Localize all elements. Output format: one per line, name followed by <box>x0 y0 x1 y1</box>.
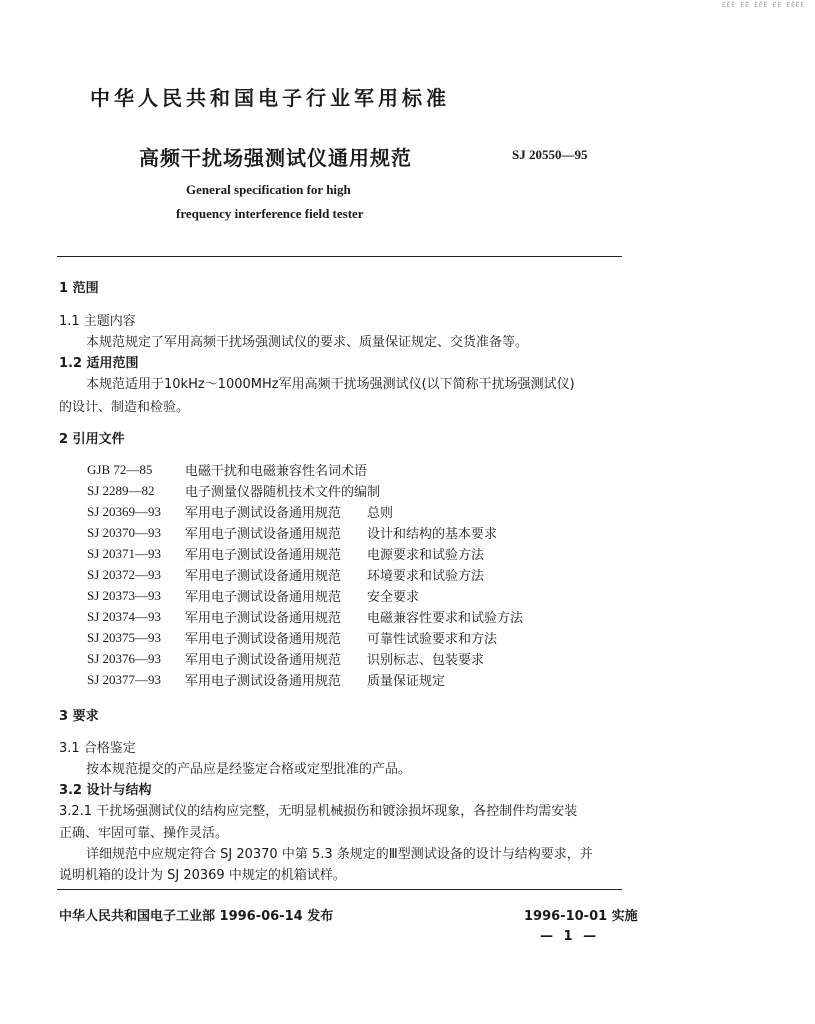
reference-subtitle: 环境要求和试验方法 <box>367 569 485 584</box>
section-3-2-1-line-3: 详细规范中应规定符合 SJ 20370 中第 5.3 条规定的Ⅲ型测试设备的设计与结构要求，并 <box>86 847 593 862</box>
reference-subtitle: 安全要求 <box>367 590 420 605</box>
section-1-heading: 1 范围 <box>59 281 99 296</box>
reference-title: 军用电子测试设备通用规范 <box>185 527 342 542</box>
reference-title: 军用电子测试设备通用规范 <box>185 506 342 521</box>
section-2-heading: 2 引用文件 <box>59 432 125 447</box>
reference-code: SJ 20375—93 <box>87 629 162 645</box>
section-3-2-1-line-2: 正确、牢固可靠、操作灵活。 <box>59 826 229 841</box>
reference-subtitle: 质量保证规定 <box>367 674 446 689</box>
reference-subtitle: 设计和结构的基本要求 <box>367 527 498 542</box>
effective-date: 1996-10-01 实施 <box>524 909 638 924</box>
reference-row <box>87 669 523 690</box>
reference-row <box>87 627 523 648</box>
reference-row <box>87 564 523 585</box>
reference-title: 军用电子测试设备通用规范 <box>185 653 342 668</box>
english-title-line-2: frequency interference field tester <box>176 206 364 221</box>
section-3-2-1-line-1: 3.2.1 干扰场强测试仪的结构应完整，无明显机械损伤和镀涂损坏现象，各控制件均需安装 <box>59 804 578 819</box>
reference-title: 电子测量仪器随机技术文件的编制 <box>185 485 381 500</box>
header-divider <box>57 256 622 257</box>
reference-row <box>87 648 523 669</box>
reference-title: 军用电子测试设备通用规范 <box>185 569 342 584</box>
reference-title: 军用电子测试设备通用规范 <box>185 611 342 626</box>
section-3-1-heading: 3.1 合格鉴定 <box>59 741 136 756</box>
reference-code: SJ 20372—93 <box>87 566 162 582</box>
reference-title: 电磁干扰和电磁兼容性名词术语 <box>185 464 368 479</box>
english-title-line-1: General specification for high <box>186 182 351 197</box>
section-1-2-body-line-1: 本规范适用于10kHz～1000MHz军用高频干扰场强测试仪(以下简称干扰场强测试仪) <box>86 377 575 392</box>
reference-code: SJ 20373—93 <box>87 587 162 603</box>
reference-title: 军用电子测试设备通用规范 <box>185 674 342 689</box>
reference-subtitle: 电源要求和试验方法 <box>367 548 485 563</box>
reference-code: GJB 72—85 <box>87 461 153 477</box>
section-3-1-body: 按本规范提交的产品应是经鉴定合格或定型批准的产品。 <box>86 762 412 777</box>
reference-code: SJ 20371—93 <box>87 545 162 561</box>
reference-title: 军用电子测试设备通用规范 <box>185 548 342 563</box>
reference-code: SJ 20374—93 <box>87 608 162 624</box>
standard-organization: 中华人民共和国电子行业军用标准 <box>90 86 450 110</box>
footer-divider <box>57 889 622 890</box>
reference-subtitle: 可靠性试验要求和方法 <box>367 632 498 647</box>
section-3-2-1-line-4: 说明机箱的设计为 SJ 20369 中规定的机箱试样。 <box>59 868 346 883</box>
reference-row <box>87 522 523 543</box>
page-number: — 1 — <box>540 929 600 944</box>
reference-subtitle: 总则 <box>367 506 394 521</box>
reference-list <box>87 459 523 690</box>
section-1-2-heading: 1.2 适用范围 <box>59 356 139 371</box>
reference-row <box>87 543 523 564</box>
section-1-2-body-line-2: 的设计、制造和检验。 <box>59 400 190 415</box>
reference-title: 军用电子测试设备通用规范 <box>185 590 342 605</box>
document-code: SJ 20550—95 <box>512 147 588 162</box>
reference-row <box>87 606 523 627</box>
reference-code: SJ 2289—82 <box>87 482 155 498</box>
section-3-heading: 3 要求 <box>59 709 99 724</box>
reference-row <box>87 585 523 606</box>
reference-code: SJ 20376—93 <box>87 650 162 666</box>
reference-subtitle: 电磁兼容性要求和试验方法 <box>367 611 524 626</box>
reference-row <box>87 480 523 501</box>
section-3-2-heading: 3.2 设计与结构 <box>59 783 152 798</box>
document-title: 高频干扰场强测试仪通用规范 <box>139 146 412 170</box>
reference-code: SJ 20377—93 <box>87 671 162 687</box>
section-1-1-heading: 1.1 主题内容 <box>59 314 136 329</box>
scan-corner-mark: ЁЁЁ ЁЁ ЁЁЁ ЁЁ ЁЁЁЁ <box>721 2 805 9</box>
reference-row <box>87 501 523 522</box>
reference-row <box>87 459 523 480</box>
section-1-1-body: 本规范规定了军用高频干扰场强测试仪的要求、质量保证规定、交货准备等。 <box>86 335 529 350</box>
issue-notice: 中华人民共和国电子工业部 1996-06-14 发布 <box>59 909 334 924</box>
reference-code: SJ 20369—93 <box>87 503 162 519</box>
reference-code: SJ 20370—93 <box>87 524 162 540</box>
reference-title: 军用电子测试设备通用规范 <box>185 632 342 647</box>
reference-subtitle: 识别标志、包装要求 <box>367 653 485 668</box>
